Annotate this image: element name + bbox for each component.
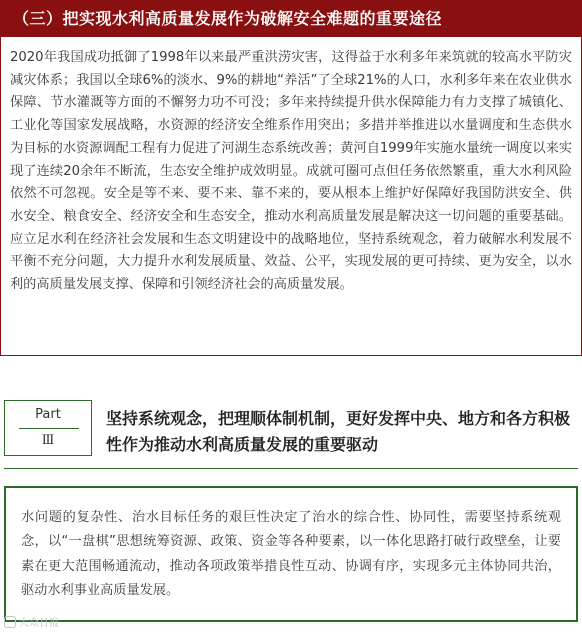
watermark-logo-icon bbox=[4, 616, 16, 628]
part-heading bbox=[4, 400, 578, 470]
section-body-text: 2020年我国成功抵御了1998年以来最严重洪涝灾害，这得益于水利多年来筑就的较高水平防灾减灾体系；我国以全球6%的淡水、9%的耕地“养活”了全球21%的人口，水利多年来在农业供水保障、节水灌溉等方面的不懈努力功不可没；多年来持续提升供水保障能力有力支撑了城镇化、工业化等国家发展战略，水资源的经济安全维系作用突出；多措并举推进以水量调度和生态供水为目标的水资源调配工程有力促进了河湖生态系统改善；黄河自1999年实施水量统一调度以来实现了连续20余年不断流，生态安全维护成效明显。成就可圈可点但任务依然繁重，重大水利风险依然不可忽视。安全是等不来、要不来、靠不来的，要从根本上维护好保障好我国防洪安全、供水安全、粮食安全、经济安全和生态安全，推动水利高质量发展是解决这一切问题的重要基础。应立足水利在经济社会发展和生态文明建设中的战略地位，坚持系统观念，着力破解水利发展不平衡不充分问题，大力提升水利发展质量、效益、公平，实现发展的更可持续、更为安全，以水利的高质量发展支撑、保障和引领经济社会的高质量发展。 bbox=[10, 50, 572, 293]
part-badge bbox=[4, 400, 92, 456]
part-body-text: 水问题的复杂性、治水目标任务的艰巨性决定了治水的综合性、协同性，需要坚持系统观念，以“一盘棋”思想统筹资源、政策、资金等各种要素，以一体化思路打破行政壁垒，让要素在更大范围畅通流动，推动各项政策举措良性互动、协调有序，实现多元主体协同共治，驱动水利事业高质量发展。 bbox=[21, 510, 561, 599]
part-label: Part bbox=[35, 407, 61, 422]
watermark-text: 大众日报 bbox=[19, 618, 59, 629]
part-underline bbox=[4, 468, 578, 469]
part-divider bbox=[19, 428, 79, 429]
section-header: （三）把实现水利高质量发展作为破解安全难题的重要途径 bbox=[1, 1, 581, 37]
watermark bbox=[4, 614, 59, 629]
part-body-card bbox=[4, 486, 578, 622]
part-numeral: Ⅲ bbox=[41, 433, 55, 448]
part-title: 坚持系统观念，把理顺体制机制，更好发挥中央、地方和各方积极性作为推动水利高质量发展的重要驱动 bbox=[106, 409, 571, 454]
